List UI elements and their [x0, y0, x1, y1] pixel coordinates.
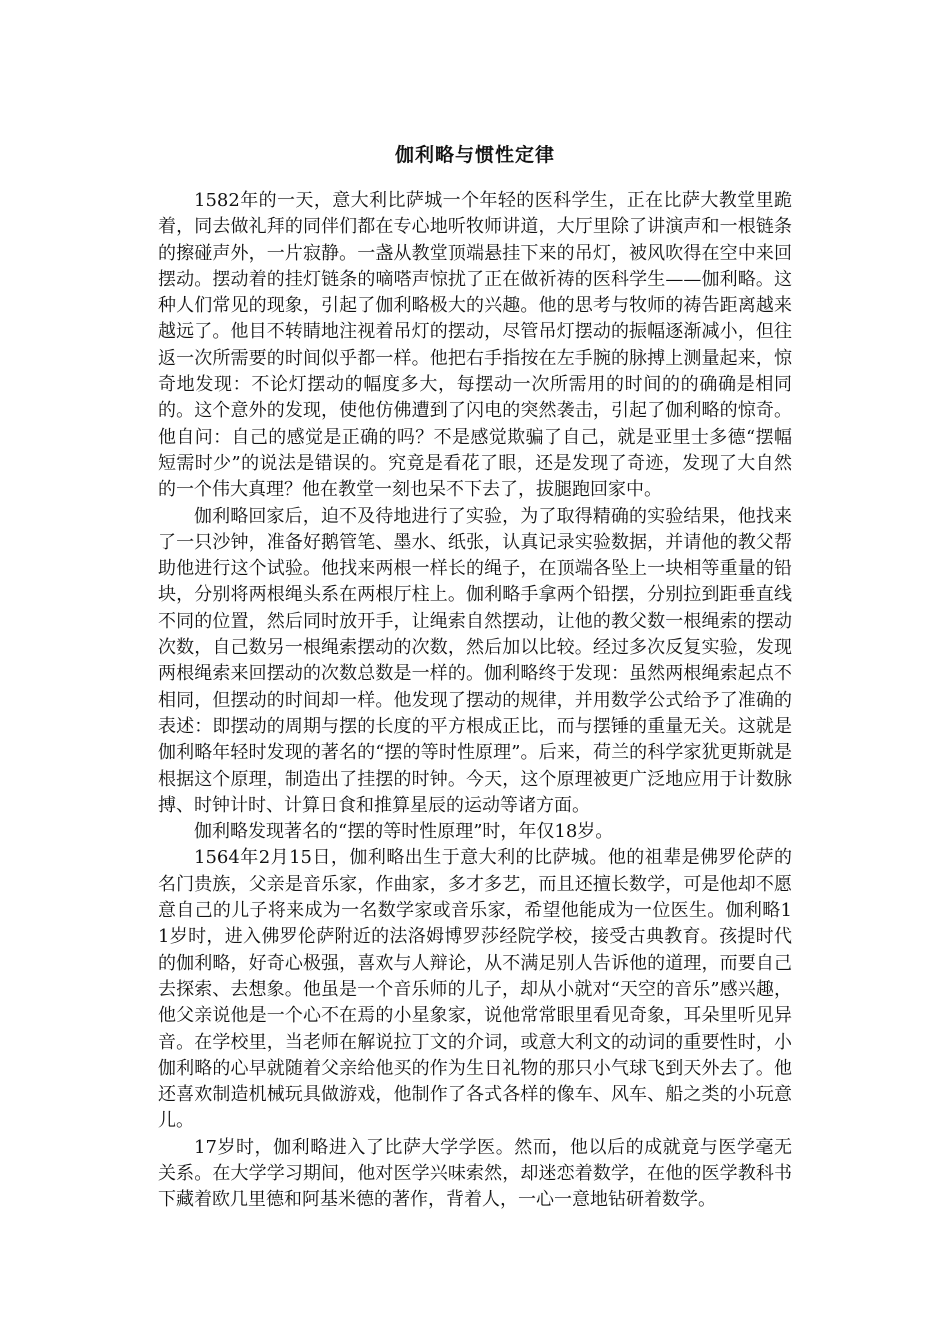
document-page — [158, 140, 792, 1214]
paragraph-5: 17岁时，伽利略进入了比萨大学学医。然而，他以后的成就竟与医学毫无关系。在大学学习期间，他对医学兴味索然，却迷恋着数学，在他的医学教科书下藏着欧几里德和阿基米德的著作，背着人，一心一意地钻研着数学。 — [158, 1136, 792, 1211]
paragraph-4: 1564年2月15日，伽利略出生于意大利的比萨城。他的祖辈是佛罗伦萨的名门贵族，父亲是音乐家，作曲家，多才多艺，而且还擅长数学，可是他却不愿意自己的儿子将来成为一名数学家或音乐家，希望他能成为一位医生。伽利略11岁时，进入佛罗伦萨附近的法洛姆博罗莎经院学校，接受古典教育。孩提时代的伽利略，好奇心极强，喜欢与人辩论，从不满足别人告诉他的道理，而要自己去探索、去想象。他虽是一个音乐师的儿子，却从小就对“天空的音乐”感兴趣，他父亲说他是一个心不在焉的小星象家，说他常常眼里看见奇象，耳朵里听见异音。在学校里，当老师在解说拉丁文的介词，或意大利文的动词的重要性时，小伽利略的心早就随着父亲给他买的作为生日礼物的那只小气球飞到天外去了。他还喜欢制造机械玩具做游戏，他制作了各式各样的像车、风车、船之类的小玩意儿。 — [158, 847, 792, 1132]
document-title: 伽利略与惯性定律 — [394, 144, 555, 166]
paragraph-3: 伽利略发现著名的“摆的等时性原理”时，年仅18岁。 — [194, 821, 614, 843]
paragraph-1: 1582年的一天，意大利比萨城一个年轻的医科学生，正在比萨大教堂里跪着，同去做礼拜的同伴们都在专心地听牧师讲道，大厅里除了讲演声和一根链条的擦碰声外，一片寂静。一盏从教堂顶端悬挂下来的吊灯，被风吹得在空中来回摆动。摆动着的挂灯链条的嘀嗒声惊扰了正在做祈祷的医科学生——伽利略。这种人们常见的现象，引起了伽利略极大的兴趣。他的思考与牧师的祷告距离越来越远了。他目不转睛地注视着吊灯的摆动，尽管吊灯摆动的振幅逐渐减小，但往返一次所需要的时间似乎都一样。他把右手指按在左手腕的脉搏上测量起来，惊奇地发现：不论灯摆动的幅度多大，每摆动一次所需用的时间的的确确是相同的。这个意外的发现，使他仿佛遭到了闪电的突然袭击，引起了伽利略的惊奇。他自问：自己的感觉是正确的吗？不是感觉欺骗了自己，就是亚里士多德“摆幅短需时少”的说法是错误的。究竟是看花了眼，还是发现了奇迹，发现了大自然的一个伟大真理？他在教堂一刻也呆不下去了，拔腿跑回家中。 — [158, 190, 792, 501]
paragraph-2: 伽利略回家后，迫不及待地进行了实验，为了取得精确的实验结果，他找来了一只沙钟，准备好鹅管笔、墨水、纸张，认真记录实验数据，并请他的教父帮助他进行这个试验。他找来两根一样长的绳子，在顶端各坠上一块相等重量的铅块，分别将两根绳头系在两根厅柱上。伽利略手拿两个铅摆，分别拉到距垂直线不同的位置，然后同时放开手，让绳索自然摆动，让他的教父数一根绳索的摆动次数，自己数另一根绳索摆动的次数，然后加以比较。经过多次反复实验，发现两根绳索来回摆动的次数总数是一样的。伽利略终于发现：虽然两根绳索起点不相同，但摆动的时间却一样。他发现了摆动的规律，并用数学公式给予了准确的表述：即摆动的周期与摆的长度的平方根成正比，而与摆锤的重量无关。这就是伽利略年轻时发现的著名的“摆的等时性原理”。后来，荷兰的科学家犹更斯就是根据这个原理，制造出了挂摆的时钟。今天，这个原理被更广泛地应用于计数脉搏、时钟计时、计算日食和推算星辰的运动等诸方面。 — [158, 505, 792, 816]
